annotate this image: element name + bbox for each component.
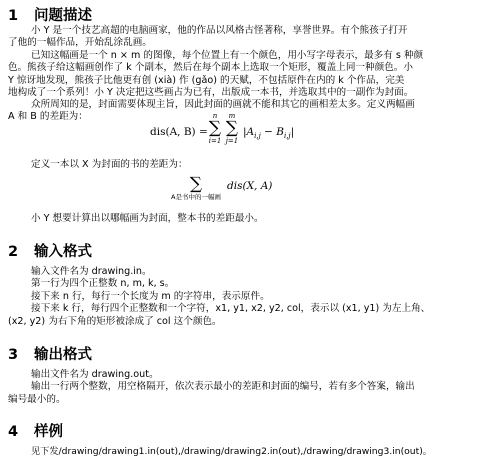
paragraph-line: 第一行为四个正整数 n, m, k, s。 bbox=[31, 278, 175, 289]
abs-term-b: − B bbox=[260, 126, 284, 138]
section-number: 2 bbox=[8, 244, 19, 260]
paragraph-line: 接下来 k 行，每行四个正整数和一个字符，x1, y1, x2, y2, col，表示以 (x1, y1) 为左上角、 bbox=[31, 303, 431, 314]
paragraph-line: 编号最小的。 bbox=[8, 394, 66, 405]
paragraph-line: 色。熊孩子给这幅画创作了 k 个副本，然后在每个副本上选取一个矩形，覆盖上同一种颜色。小 bbox=[8, 62, 413, 73]
sum-lower-limit: j=1 bbox=[225, 137, 239, 145]
section-heading-sample bbox=[8, 420, 63, 441]
subscript-b: i,j bbox=[283, 132, 291, 141]
abs-close: | bbox=[290, 126, 295, 138]
sigma-icon: ∑ bbox=[225, 118, 239, 138]
section-title: 问题描述 bbox=[34, 8, 92, 24]
sum-upper-limit: m bbox=[228, 112, 236, 120]
paragraph-line: Y 惊讶地发现，熊孩子比他更有创 (xià) 作 (gǎo) 的天赋，不包括原件在内的 k 个作品，完美 bbox=[8, 75, 405, 86]
section-number: 1 bbox=[8, 8, 19, 24]
paragraph-line: 了他的一幅作品，开始乱涂乱画。 bbox=[8, 37, 152, 48]
formula-lhs: dis(A, B) = bbox=[150, 126, 208, 138]
section-title: 输出格式 bbox=[34, 347, 92, 363]
paragraph-line: 输出一行两个整数，用空格隔开，依次表示最小的差距和封面的编号，若有多个答案，输出 bbox=[31, 381, 415, 392]
sigma-icon: ∑ bbox=[189, 174, 203, 194]
paragraph-line: A 和 B 的差距为： bbox=[8, 111, 88, 122]
paragraph-line: 地构成了一个系列！小 Y 决定把这些画占为已有，出版成一本书，并选取其中的一副作为封面。 bbox=[8, 87, 414, 98]
paragraph-line: 小 Y 是一个技艺高超的电脑画家，他的作品以风格古怪著称，享誉世界。有个熊孩子打开 bbox=[31, 25, 408, 36]
paragraph-line: 输出文件名为 drawing.out。 bbox=[31, 369, 159, 380]
paragraph-line: (x2, y2) 为右下角的矩形被涂成了 col 这个颜色。 bbox=[8, 316, 222, 327]
sum-lower-limit: i=1 bbox=[208, 137, 222, 145]
section-title: 输入格式 bbox=[34, 244, 92, 260]
abs-term-a: |A bbox=[243, 126, 255, 138]
formula-body bbox=[243, 126, 294, 140]
paragraph-line: 众所周知的是，封面需要体现主旨，因此封面的画就不能和其它的画相差太多。定义两幅画 bbox=[31, 99, 415, 110]
section-heading-problem bbox=[8, 4, 92, 25]
sum-upper-limit: n bbox=[212, 112, 218, 120]
sigma-icon: ∑ bbox=[208, 118, 222, 138]
subscript-a: i,j bbox=[254, 132, 261, 141]
section-number: 4 bbox=[8, 424, 19, 440]
paragraph-line: 定义一本以 X 为封面的书的差距为： bbox=[31, 159, 188, 170]
section-title: 样例 bbox=[34, 424, 63, 440]
paragraph-line: 已知这幅画是一个 n × m 的图像，每个位置上有一个颜色，用小写字母表示，最多有 s 种颜 bbox=[31, 50, 424, 61]
section-heading-output bbox=[8, 343, 92, 364]
sum-lower-limit: A是书中的一幅画 bbox=[171, 193, 221, 201]
sum-symbol-i bbox=[207, 112, 223, 145]
paragraph-line: 见下发/drawing/drawing1.in(out),/drawing/drawing2.in(out),/drawing/drawing3.in(out)。 bbox=[31, 446, 432, 457]
sum-symbol-j bbox=[224, 112, 240, 145]
paragraph-line: 小 Y 想要计算出以哪幅画为封面，整本书的差距最小。 bbox=[31, 213, 264, 224]
sum-symbol-book bbox=[168, 176, 224, 201]
section-heading-input bbox=[8, 240, 92, 261]
paragraph-line: 输入文件名为 drawing.in。 bbox=[31, 266, 152, 277]
formula-body: dis(X, A) bbox=[227, 180, 273, 192]
section-number: 3 bbox=[8, 347, 19, 363]
paragraph-line: 接下来 n 行，每行一个长度为 m 的字符串，表示原件。 bbox=[31, 291, 270, 302]
